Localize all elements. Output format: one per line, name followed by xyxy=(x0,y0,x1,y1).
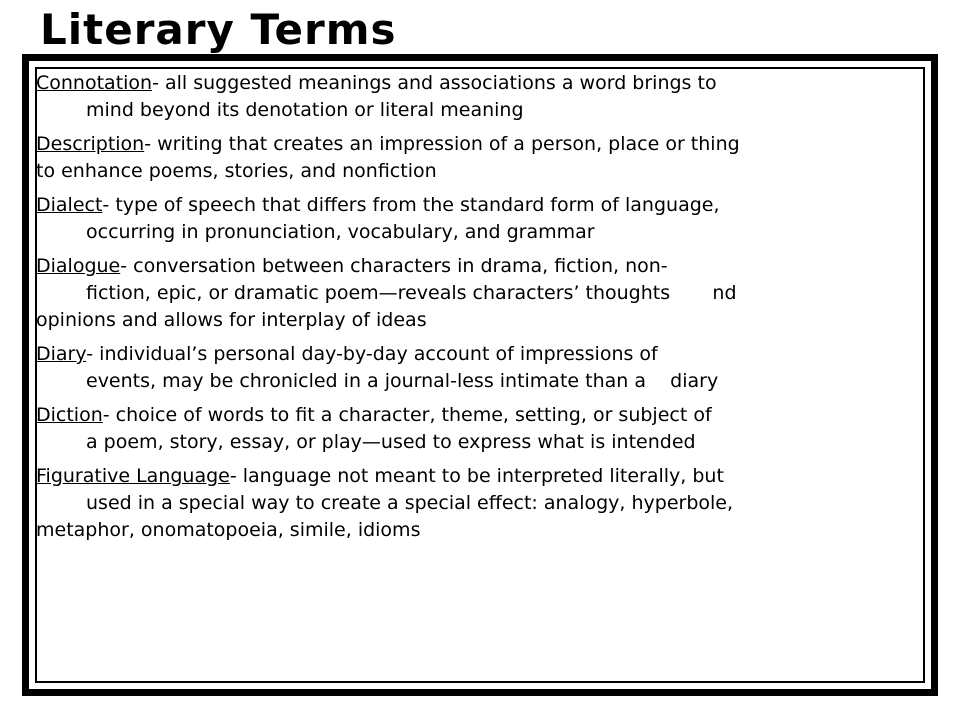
term-entry-figurative-language xyxy=(36,463,916,544)
definition-text: - individual’s personal day-by-day account of impressions of xyxy=(86,343,658,365)
definition-text: to enhance poems, stories, and nonfiction xyxy=(36,160,437,182)
term-name: Dialect xyxy=(36,194,103,216)
definition-text: used in a special way to create a special effect: analogy, hyperbole, xyxy=(86,492,734,514)
page-title: Literary Terms xyxy=(40,5,397,54)
definition-text: - writing that creates an impression of a person, place or thing xyxy=(144,133,740,155)
term-entry-diction xyxy=(36,402,916,456)
term-entry-description xyxy=(36,131,916,185)
definition-text: - type of speech that differs from the standard form of language, xyxy=(102,194,720,216)
term-entry-connotation xyxy=(36,70,916,124)
definition-text: - all suggested meanings and associations a word brings to xyxy=(152,72,717,94)
term-name: Dialogue xyxy=(36,255,121,277)
term-name: Diary xyxy=(36,343,87,365)
term-name: Description xyxy=(36,133,145,155)
term-name: Diction xyxy=(36,404,103,426)
term-name: Figurative Language xyxy=(36,465,230,487)
definition-text: a poem, story, essay, or play—used to express what is intended xyxy=(86,431,696,453)
definition-text: opinions and allows for interplay of ideas xyxy=(36,309,427,331)
definition-text: fiction, epic, or dramatic poem—reveals characters’ thoughts nd xyxy=(86,282,737,304)
definition-text: - conversation between characters in drama, fiction, non- xyxy=(120,255,668,277)
definition-text: mind beyond its denotation or literal meaning xyxy=(86,99,524,121)
definition-text: events, may be chronicled in a journal-less intimate than a diary xyxy=(86,370,719,392)
definition-text: metaphor, onomatopoeia, simile, idioms xyxy=(36,519,421,541)
definition-text: - language not meant to be interpreted literally, but xyxy=(229,465,724,487)
term-name: Connotation xyxy=(36,72,153,94)
definition-text: - choice of words to fit a character, theme, setting, or subject of xyxy=(102,404,712,426)
term-entry-dialogue xyxy=(36,253,916,334)
terms-list xyxy=(36,70,916,551)
term-entry-diary xyxy=(36,341,916,395)
term-entry-dialect xyxy=(36,192,916,246)
definition-text: occurring in pronunciation, vocabulary, and grammar xyxy=(86,221,595,243)
